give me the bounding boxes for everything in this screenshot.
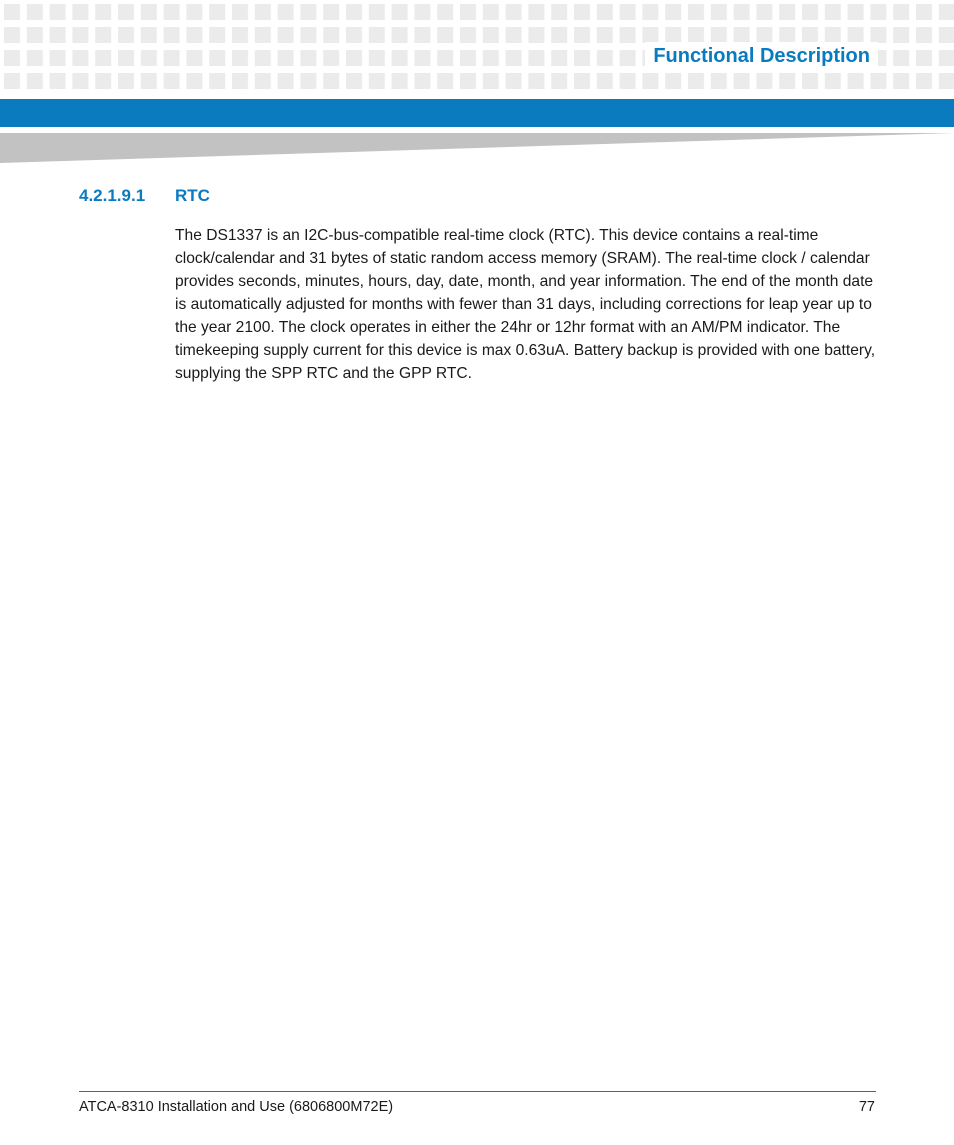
header-title: Functional Description	[645, 42, 878, 70]
header-grey-wedge	[0, 131, 954, 163]
section-body-paragraph: The DS1337 is an I2C-bus-compatible real-time clock (RTC). This device contains a real-time clock/calendar and 31 bytes of static random access memory (SRAM). The real-time clock / calendar provides seconds, minutes, hours, day, date, month, and year information. The end of the month date is automatically adjusted for months with fewer than 31 days, including corrections for leap year up to the year 2100. The clock operates in either the 24hr or 12hr format with an AM/PM indicator. The timekeeping supply current for this device is max 0.63uA. Battery backup is provided with one battery, supplying the SPP RTC and the GPP RTC.	[175, 227, 876, 382]
footer-document-title: ATCA-8310 Installation and Use (6806800M72E)	[79, 1099, 394, 1115]
header-blue-bar	[0, 99, 954, 127]
footer-page-number: 77	[858, 1099, 875, 1115]
footer-rule	[79, 1091, 876, 1092]
section-heading	[79, 184, 210, 208]
section-number: 4.2.1.9.1	[79, 186, 146, 205]
section-title: RTC	[175, 186, 210, 205]
